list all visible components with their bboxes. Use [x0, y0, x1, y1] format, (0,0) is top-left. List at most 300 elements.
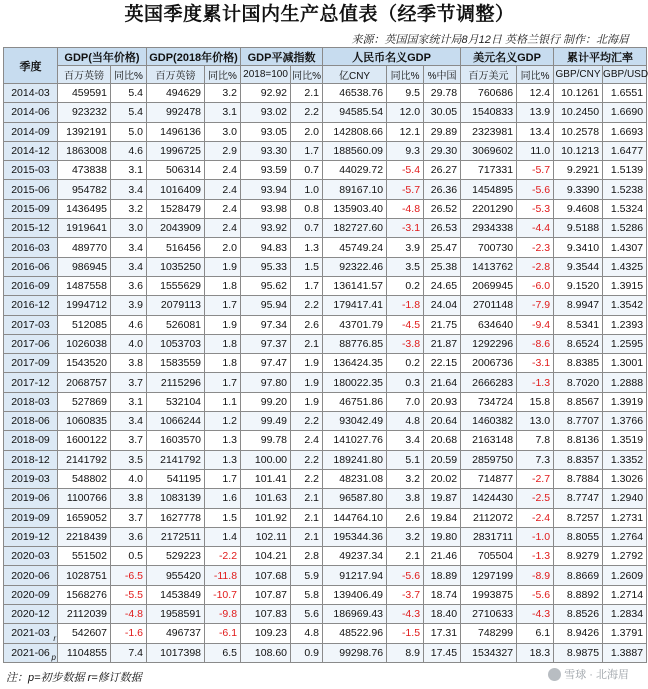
table-cell: 2112039	[58, 605, 111, 624]
table-cell: 2831711	[461, 527, 517, 546]
quarter-cell	[4, 238, 58, 257]
table-cell: 3.1	[111, 161, 147, 180]
table-cell: -2.7	[517, 469, 554, 488]
table-cell: 923232	[58, 103, 111, 122]
table-cell: 5.0	[111, 122, 147, 141]
table-cell: 1.0	[291, 180, 323, 199]
header-gdp-current: GDP(当年价格)	[58, 48, 147, 66]
table-cell: 2.6	[387, 508, 424, 527]
table-cell: 2701148	[461, 296, 517, 315]
table-cell: 2.4	[205, 180, 241, 199]
table-row	[4, 605, 647, 624]
table-cell: 21.46	[424, 547, 461, 566]
table-cell: 1.2888	[603, 373, 647, 392]
table-cell: 0.3	[387, 373, 424, 392]
table-cell: 4.0	[111, 469, 147, 488]
table-cell: 104.21	[241, 547, 291, 566]
table-cell: 136141.57	[323, 276, 387, 295]
table-cell: 182727.60	[323, 219, 387, 238]
quarter-label: 2014-12	[11, 145, 50, 158]
table-cell: -1.3	[517, 547, 554, 566]
table-cell: 1.7	[291, 141, 323, 160]
table-row	[4, 585, 647, 604]
table-body	[4, 84, 647, 663]
table-cell: 1534327	[461, 643, 517, 662]
table-cell: 1026038	[58, 334, 111, 353]
sub-header: 百万英镑	[58, 66, 111, 84]
table-cell: 8.8567	[554, 392, 603, 411]
table-cell: 142808.66	[323, 122, 387, 141]
table-row	[4, 412, 647, 431]
table-cell: 1104855	[58, 643, 111, 662]
table-cell: 8.7747	[554, 489, 603, 508]
table-cell: 99.49	[241, 412, 291, 431]
table-cell: 109.23	[241, 624, 291, 643]
table-cell: -4.3	[387, 605, 424, 624]
table-cell: 102.11	[241, 527, 291, 546]
table-cell: 3.8	[111, 489, 147, 508]
table-row	[4, 257, 647, 276]
table-cell: 3.4	[387, 431, 424, 450]
table-row	[4, 122, 647, 141]
table-cell: 1600122	[58, 431, 111, 450]
table-cell: 1994712	[58, 296, 111, 315]
quarter-cell	[4, 624, 58, 643]
table-cell: 9.3	[387, 141, 424, 160]
table-cell: 8.7884	[554, 469, 603, 488]
table-cell: 1487558	[58, 276, 111, 295]
table-cell: 141027.76	[323, 431, 387, 450]
table-cell: -1.0	[517, 527, 554, 546]
table-cell: -9.8	[205, 605, 241, 624]
table-cell: 1.6477	[603, 141, 647, 160]
snowball-logo-icon	[548, 668, 561, 681]
table-cell: 3.8	[387, 489, 424, 508]
table-row	[4, 276, 647, 295]
table-cell: 101.41	[241, 469, 291, 488]
quarter-label: 2016-09	[11, 280, 50, 293]
table-cell: 1066244	[147, 412, 205, 431]
table-cell: 3.5	[111, 450, 147, 469]
table-cell: 1.4	[205, 527, 241, 546]
quarter-label: 2017-09	[11, 357, 50, 370]
table-cell: -2.3	[517, 238, 554, 257]
table-cell: 0.7	[291, 161, 323, 180]
sub-header: 同比%	[517, 66, 554, 84]
table-cell: 2006736	[461, 354, 517, 373]
table-cell: 92322.46	[323, 257, 387, 276]
table-cell: 2069945	[461, 276, 517, 295]
quarter-cell	[4, 219, 58, 238]
table-cell: 541195	[147, 469, 205, 488]
table-row	[4, 238, 647, 257]
table-cell: 21.75	[424, 315, 461, 334]
table-cell: 1.3887	[603, 643, 647, 662]
table-cell: 1028751	[58, 566, 111, 585]
quarter-cell	[4, 296, 58, 315]
table-cell: 1.9	[291, 373, 323, 392]
table-cell: 532104	[147, 392, 205, 411]
table-cell: 0.9	[291, 643, 323, 662]
table-cell: 8.9279	[554, 547, 603, 566]
table-cell: 95.94	[241, 296, 291, 315]
table-cell: 2218439	[58, 527, 111, 546]
table-cell: 1460382	[461, 412, 517, 431]
header-deflator: GDP平减指数	[241, 48, 323, 66]
quarter-cell	[4, 392, 58, 411]
table-cell: 3.7	[111, 508, 147, 527]
table-cell: 1.2714	[603, 585, 647, 604]
table-cell: 108.60	[241, 643, 291, 662]
table-cell: -2.8	[517, 257, 554, 276]
table-cell: 1.3542	[603, 296, 647, 315]
table-cell: 1.8	[205, 334, 241, 353]
table-cell: 2.1	[291, 508, 323, 527]
table-cell: 5.4	[111, 84, 147, 103]
table-cell: -7.9	[517, 296, 554, 315]
table-cell: 1413762	[461, 257, 517, 276]
quarter-cell	[4, 643, 58, 662]
table-cell: 93.59	[241, 161, 291, 180]
quarter-cell	[4, 566, 58, 585]
table-cell: 955420	[147, 566, 205, 585]
header-season: 季度	[4, 48, 58, 84]
table-cell: 1083139	[147, 489, 205, 508]
table-cell: 1.4325	[603, 257, 647, 276]
table-cell: 5.9	[291, 566, 323, 585]
table-row	[4, 624, 647, 643]
table-cell: -5.6	[517, 585, 554, 604]
table-cell: 97.34	[241, 315, 291, 334]
table-cell: 1603570	[147, 431, 205, 450]
table-cell: 107.83	[241, 605, 291, 624]
table-cell: -4.3	[517, 605, 554, 624]
table-cell: 5.6	[291, 605, 323, 624]
table-cell: 1528479	[147, 199, 205, 218]
table-cell: 7.4	[111, 643, 147, 662]
sub-header: 亿CNY	[323, 66, 387, 84]
header-row-groups	[4, 48, 647, 66]
table-cell: 10.1213	[554, 141, 603, 160]
table-cell: -5.7	[517, 161, 554, 180]
table-row	[4, 373, 647, 392]
quarter-cell	[4, 161, 58, 180]
table-cell: 705504	[461, 547, 517, 566]
table-cell: 0.8	[291, 199, 323, 218]
table-cell: 8.7257	[554, 508, 603, 527]
quarter-cell	[4, 315, 58, 334]
table-cell: 2934338	[461, 219, 517, 238]
table-cell: 1.3	[291, 238, 323, 257]
table-cell: 1863008	[58, 141, 111, 160]
table-cell: 3.4	[111, 180, 147, 199]
quarter-cell	[4, 180, 58, 199]
table-cell: -5.7	[387, 180, 424, 199]
table-cell: 527869	[58, 392, 111, 411]
table-cell: 986945	[58, 257, 111, 276]
table-cell: 1.3	[205, 431, 241, 450]
table-cell: 2079113	[147, 296, 205, 315]
quarter-cell	[4, 431, 58, 450]
table-cell: 18.3	[517, 643, 554, 662]
table-cell: 93.94	[241, 180, 291, 199]
table-cell: 2.9	[205, 141, 241, 160]
table-cell: 29.89	[424, 122, 461, 141]
table-cell: 1.2393	[603, 315, 647, 334]
quarter-label: 2019-09	[11, 511, 50, 524]
table-row	[4, 103, 647, 122]
table-cell: 2115296	[147, 373, 205, 392]
table-cell: 1035250	[147, 257, 205, 276]
table-cell: 2.2	[291, 412, 323, 431]
table-cell: -4.4	[517, 219, 554, 238]
table-cell: 12.0	[387, 103, 424, 122]
table-row	[4, 141, 647, 160]
table-cell: 107.68	[241, 566, 291, 585]
quarter-cell	[4, 450, 58, 469]
quarter-cell	[4, 84, 58, 103]
table-cell: 0.7	[291, 219, 323, 238]
table-cell: -5.3	[517, 199, 554, 218]
table-cell: 4.6	[111, 315, 147, 334]
table-row	[4, 392, 647, 411]
table-cell: 2201290	[461, 199, 517, 218]
table-cell: 13.0	[517, 412, 554, 431]
sub-header: %中国	[424, 66, 461, 84]
table-cell: 473838	[58, 161, 111, 180]
table-cell: 17.45	[424, 643, 461, 662]
table-cell: -1.5	[387, 624, 424, 643]
table-cell: -3.1	[517, 354, 554, 373]
table-cell: 2.0	[205, 238, 241, 257]
table-cell: 91217.94	[323, 566, 387, 585]
table-cell: 3.9	[111, 296, 147, 315]
table-cell: 26.52	[424, 199, 461, 218]
table-cell: 4.6	[111, 141, 147, 160]
quarter-cell	[4, 103, 58, 122]
table-cell: 9.3544	[554, 257, 603, 276]
table-cell: 7.0	[387, 392, 424, 411]
quarter-cell	[4, 199, 58, 218]
table-cell: 2710633	[461, 605, 517, 624]
table-cell: 1583559	[147, 354, 205, 373]
table-row	[4, 219, 647, 238]
quarter-label: 2018-12	[11, 453, 50, 466]
table-cell: 1.7	[205, 296, 241, 315]
sub-header: 2018=100	[241, 66, 291, 84]
table-cell: 1053703	[147, 334, 205, 353]
quarter-label: 2015-12	[11, 222, 50, 235]
table-cell: 2323981	[461, 122, 517, 141]
table-cell: 1.3026	[603, 469, 647, 488]
table-cell: 92.92	[241, 84, 291, 103]
sub-header: GBP/USD	[603, 66, 647, 84]
table-cell: 4.8	[291, 624, 323, 643]
table-cell: 97.80	[241, 373, 291, 392]
table-cell: -11.8	[205, 566, 241, 585]
table-cell: 2.4	[205, 161, 241, 180]
table-cell: 1.9	[291, 354, 323, 373]
table-cell: 3.0	[205, 122, 241, 141]
table-cell: 9.5188	[554, 219, 603, 238]
table-cell: 1.5286	[603, 219, 647, 238]
table-cell: 2.1	[291, 527, 323, 546]
quarter-cell	[4, 122, 58, 141]
table-cell: 516456	[147, 238, 205, 257]
quarter-label: 2015-09	[11, 202, 50, 215]
table-row	[4, 334, 647, 353]
table-cell: 1016409	[147, 180, 205, 199]
quarter-label: 2021-06	[11, 646, 50, 659]
quarter-label: 2016-06	[11, 260, 50, 273]
quarter-label: 2014-09	[11, 125, 50, 138]
table-cell: 135903.40	[323, 199, 387, 218]
table-cell: 1.2595	[603, 334, 647, 353]
sub-header: 同比%	[387, 66, 424, 84]
table-cell: 496737	[147, 624, 205, 643]
table-cell: 18.74	[424, 585, 461, 604]
table-cell: 1017398	[147, 643, 205, 662]
quarter-cell	[4, 334, 58, 353]
table-cell: -10.7	[205, 585, 241, 604]
table-cell: 46751.86	[323, 392, 387, 411]
table-cell: 2.1	[291, 84, 323, 103]
quarter-cell	[4, 373, 58, 392]
table-row	[4, 84, 647, 103]
table-cell: 714877	[461, 469, 517, 488]
quarter-label: 2016-12	[11, 299, 50, 312]
quarter-cell	[4, 276, 58, 295]
table-row	[4, 489, 647, 508]
header-row-units	[4, 66, 647, 84]
table-cell: 2.6	[291, 315, 323, 334]
table-cell: -8.6	[517, 334, 554, 353]
table-cell: -5.6	[387, 566, 424, 585]
table-cell: -5.6	[517, 180, 554, 199]
table-cell: 1454895	[461, 180, 517, 199]
table-cell: -1.8	[387, 296, 424, 315]
table-cell: 1543520	[58, 354, 111, 373]
quarter-label: 2015-03	[11, 164, 50, 177]
table-cell: 2141792	[58, 450, 111, 469]
table-cell: 25.47	[424, 238, 461, 257]
table-cell: 8.5341	[554, 315, 603, 334]
table-cell: 93.92	[241, 219, 291, 238]
table-cell: -5.5	[111, 585, 147, 604]
table-row	[4, 508, 647, 527]
table-cell: 95.62	[241, 276, 291, 295]
table-cell: 1.4307	[603, 238, 647, 257]
table-cell: 5.8	[291, 585, 323, 604]
table-cell: 180022.35	[323, 373, 387, 392]
table-cell: 99.78	[241, 431, 291, 450]
table-cell: -8.9	[517, 566, 554, 585]
quarter-label: 2021-03	[11, 627, 50, 640]
quarter-cell	[4, 412, 58, 431]
table-cell: 29.30	[424, 141, 461, 160]
table-cell: 2.4	[291, 431, 323, 450]
table-cell: 4.8	[387, 412, 424, 431]
table-cell: 8.9875	[554, 643, 603, 662]
table-cell: 3.4	[111, 412, 147, 431]
table-cell: 8.9426	[554, 624, 603, 643]
table-cell: 1297199	[461, 566, 517, 585]
table-cell: 3.0	[111, 219, 147, 238]
table-cell: 717331	[461, 161, 517, 180]
quarter-cell	[4, 508, 58, 527]
table-cell: 1.8	[205, 354, 241, 373]
table-cell: 2112072	[461, 508, 517, 527]
table-cell: 15.8	[517, 392, 554, 411]
table-cell: 2068757	[58, 373, 111, 392]
table-cell: 139406.49	[323, 585, 387, 604]
table-cell: 45749.24	[323, 238, 387, 257]
table-cell: -1.6	[111, 624, 147, 643]
table-cell: 4.0	[111, 334, 147, 353]
table-cell: 1.3	[205, 450, 241, 469]
table-cell: 9.2921	[554, 161, 603, 180]
table-cell: -4.8	[387, 199, 424, 218]
table-cell: 1100766	[58, 489, 111, 508]
table-cell: 2.4	[205, 219, 241, 238]
table-cell: 529223	[147, 547, 205, 566]
table-cell: 1.8	[205, 276, 241, 295]
table-cell: 2141792	[147, 450, 205, 469]
table-cell: 2.4	[205, 199, 241, 218]
table-cell: 20.02	[424, 469, 461, 488]
table-cell: 1424430	[461, 489, 517, 508]
table-cell: 1.6690	[603, 103, 647, 122]
table-row	[4, 527, 647, 546]
quarter-label: 2016-03	[11, 241, 50, 254]
table-cell: 3.7	[111, 431, 147, 450]
table-cell: 18.40	[424, 605, 461, 624]
table-cell: 19.84	[424, 508, 461, 527]
table-cell: 748299	[461, 624, 517, 643]
table-cell: 1.5324	[603, 199, 647, 218]
table-cell: 1.3791	[603, 624, 647, 643]
table-cell: 3.2	[387, 527, 424, 546]
table-row	[4, 643, 647, 662]
table-cell: 21.64	[424, 373, 461, 392]
table-row	[4, 296, 647, 315]
table-cell: 26.27	[424, 161, 461, 180]
table-cell: 26.36	[424, 180, 461, 199]
table-cell: 489770	[58, 238, 111, 257]
table-cell: 19.80	[424, 527, 461, 546]
table-cell: 1392191	[58, 122, 111, 141]
table-cell: 8.8892	[554, 585, 603, 604]
table-cell: 8.8526	[554, 605, 603, 624]
table-cell: 20.64	[424, 412, 461, 431]
table-row	[4, 161, 647, 180]
table-cell: 107.87	[241, 585, 291, 604]
table-cell: 25.38	[424, 257, 461, 276]
table-cell: 2.2	[291, 450, 323, 469]
table-cell: -6.1	[205, 624, 241, 643]
table-cell: 992478	[147, 103, 205, 122]
table-cell: 3069602	[461, 141, 517, 160]
table-cell: 542607	[58, 624, 111, 643]
table-cell: 195344.36	[323, 527, 387, 546]
table-cell: -4.8	[111, 605, 147, 624]
table-cell: 13.4	[517, 122, 554, 141]
table-cell: 7.3	[517, 450, 554, 469]
table-cell: 1.7	[205, 469, 241, 488]
table-cell: 2666283	[461, 373, 517, 392]
table-cell: 954782	[58, 180, 111, 199]
table-cell: 93042.49	[323, 412, 387, 431]
